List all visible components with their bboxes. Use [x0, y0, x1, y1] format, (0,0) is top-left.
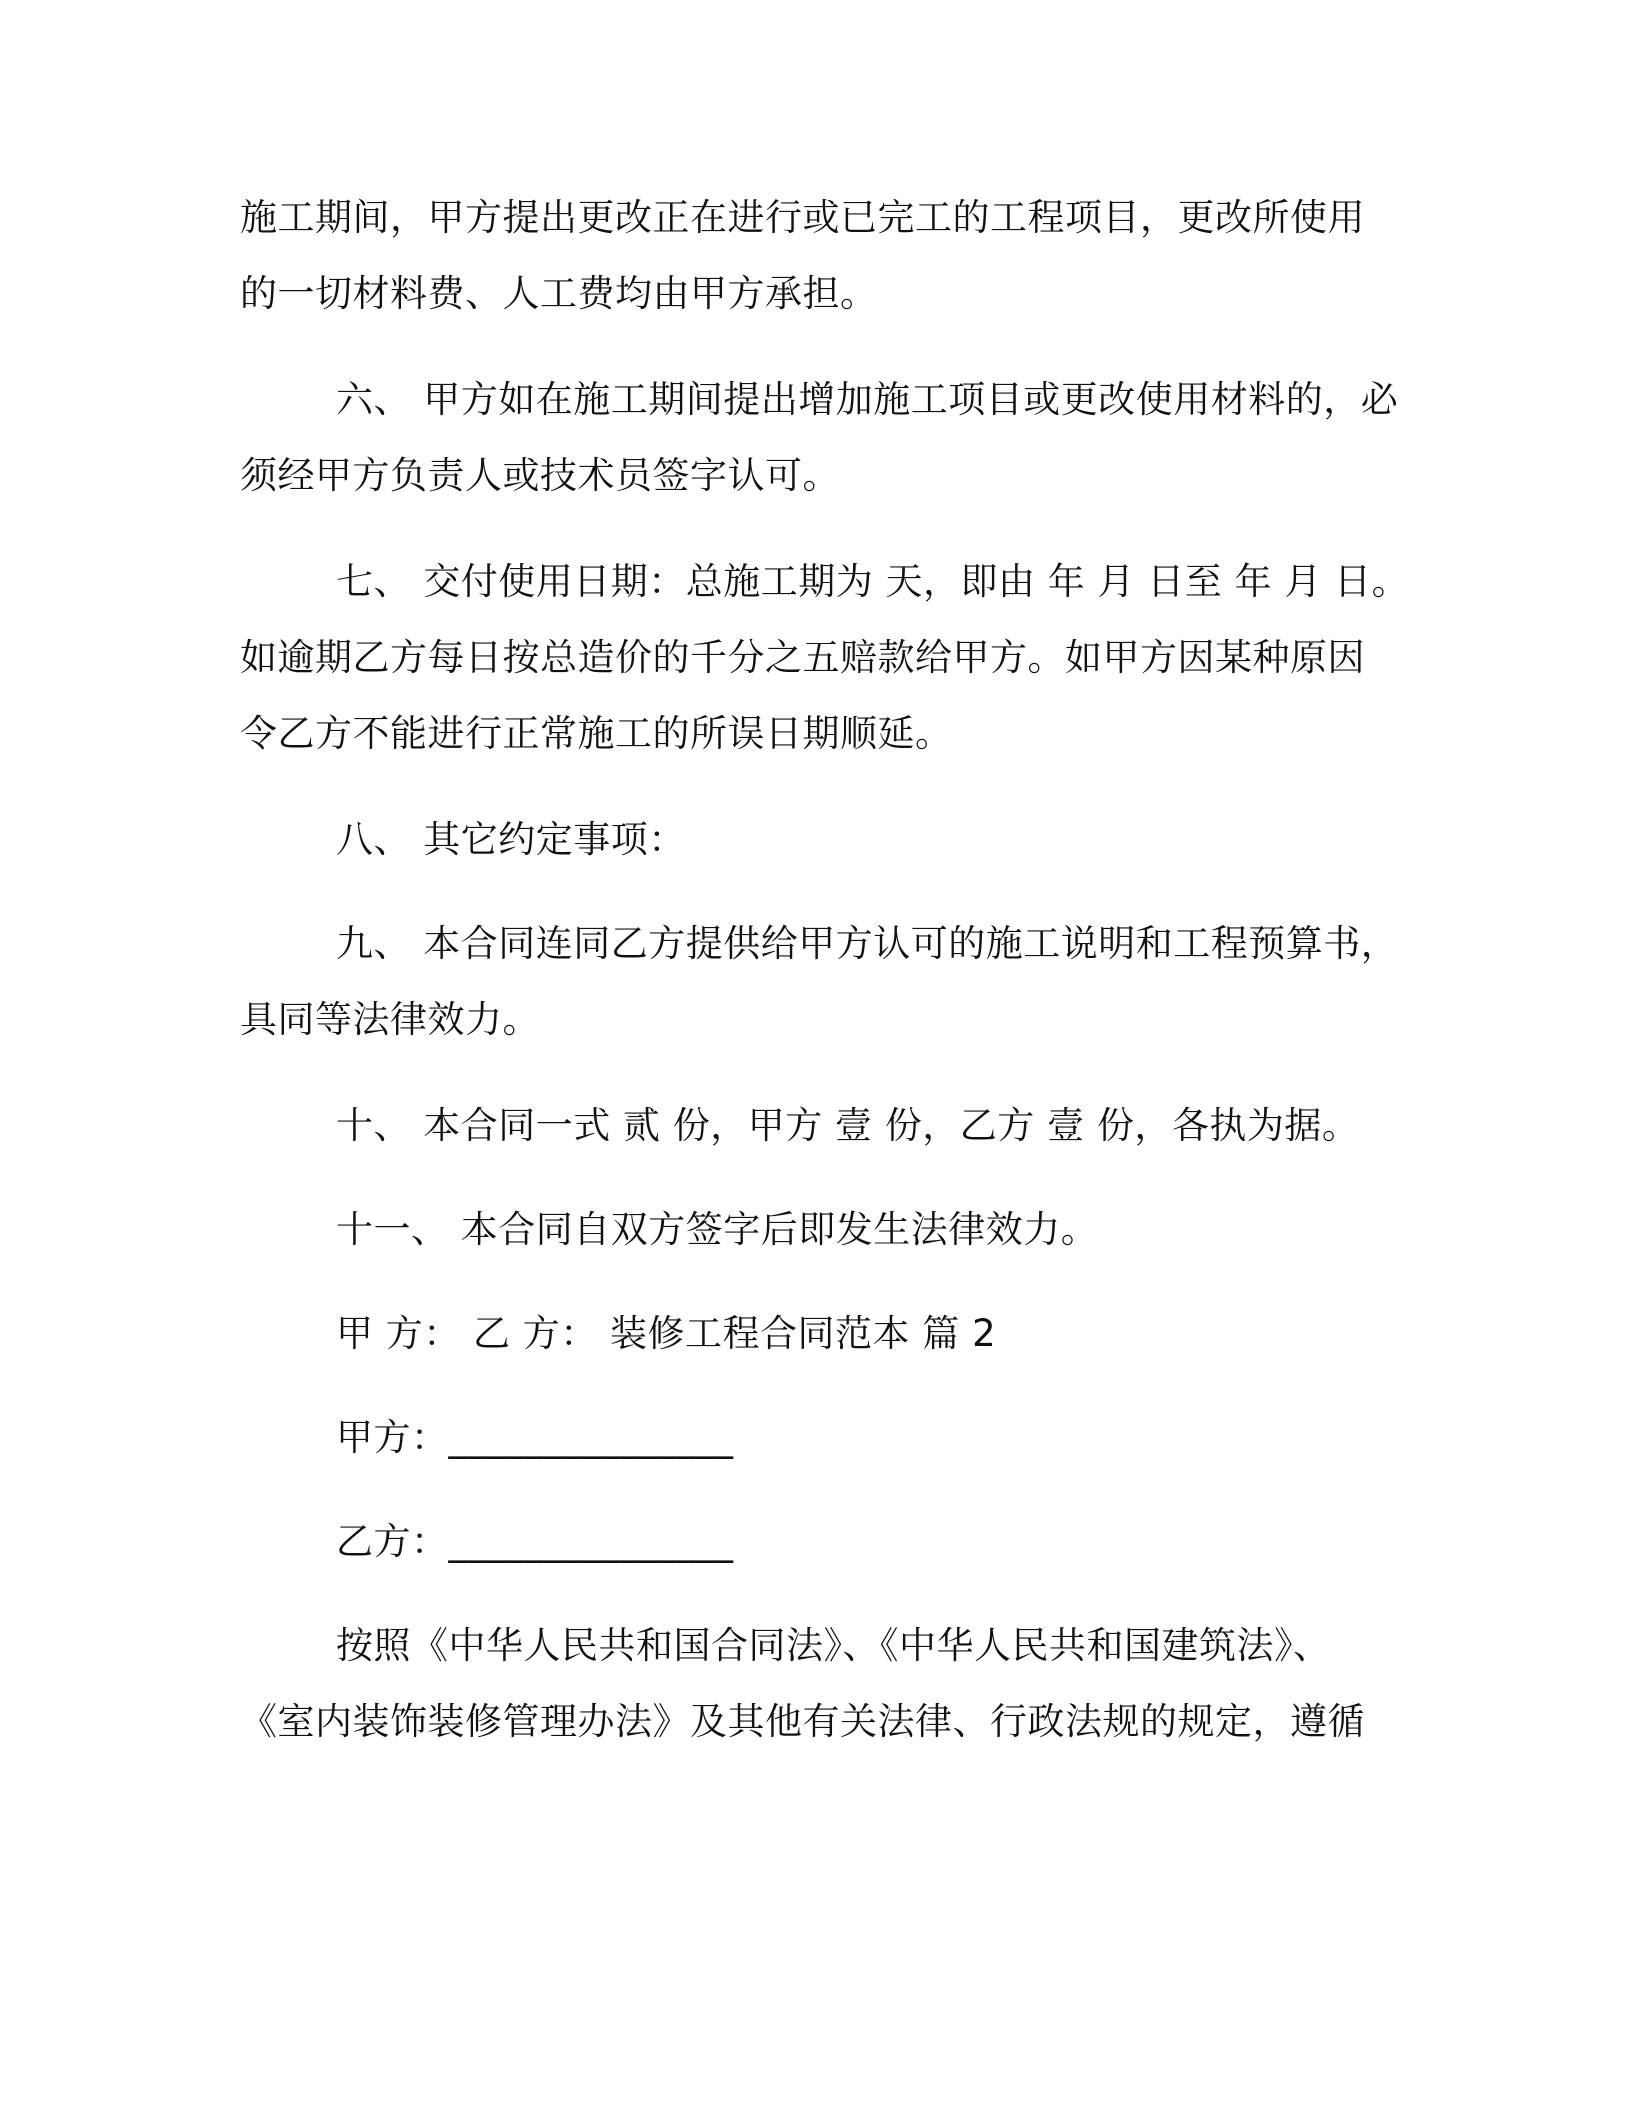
- clause-11-line-1: 十一、 本合同自双方签字后即发生法律效力。: [336, 1208, 1099, 1251]
- party-b-field: 乙方：_______________: [336, 1520, 734, 1563]
- clause-8-line-1: 八、 其它约定事项：: [336, 818, 686, 861]
- clause-9-line-1: 九、 本合同连同乙方提供给甲方认可的施工说明和工程预算书，: [336, 922, 1399, 965]
- preamble-line-2: 《室内装饰装修管理办法》及其他有关法律、行政法规的规定，遵循: [240, 1700, 1365, 1743]
- clause-6-line-1: 六、 甲方如在施工期间提出增加施工项目或更改使用材料的，必: [336, 378, 1399, 421]
- text-line-2: 的一切材料费、人工费均由甲方承担。: [240, 272, 878, 315]
- clause-10-line-1: 十、 本合同一式 贰 份，甲方 壹 份，乙方 壹 份，各执为据。: [336, 1104, 1360, 1147]
- clause-6-line-2: 须经甲方负责人或技术员签字认可。: [240, 454, 840, 497]
- clause-7-line-3: 令乙方不能进行正常施工的所误日期顺延。: [240, 712, 953, 755]
- clause-7-line-2: 如逾期乙方每日按总造价的千分之五赔款给甲方。如甲方因某种原因: [240, 636, 1365, 679]
- preamble-line-1: 按照《中华人民共和国合同法》、《中华人民共和国建筑法》、: [336, 1624, 1331, 1667]
- clause-9-line-2: 具同等法律效力。: [240, 998, 540, 1041]
- party-a-field: 甲方：_______________: [336, 1416, 734, 1459]
- text-line-1: 施工期间，甲方提出更改正在进行或已完工的工程项目，更改所使用: [240, 196, 1365, 239]
- clause-7-line-1: 七、 交付使用日期：总施工期为 天，即由 年 月 日至 年 月 日。: [336, 560, 1410, 603]
- signature-parties-line: 甲 方： 乙 方： 装修工程合同范本 篇 2: [336, 1312, 997, 1355]
